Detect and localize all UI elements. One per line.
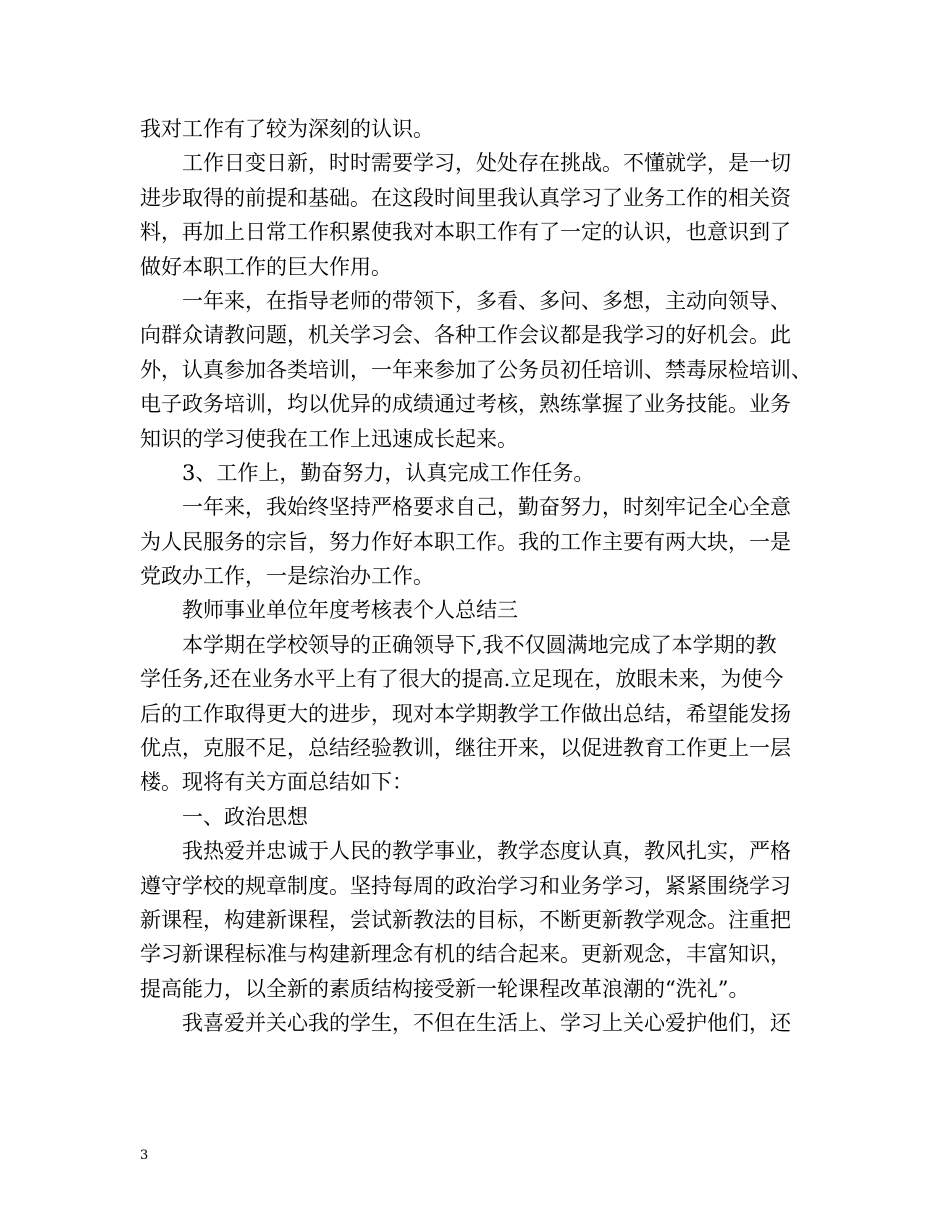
page-number: 3 — [140, 1148, 149, 1163]
text-line: 遵守学校的规章制度。坚持每周的政治学习和业务学习，紧紧围绕学习 — [140, 873, 791, 898]
text-line: 电子政务培训，均以优异的成绩通过考核，熟练掌握了业务技能。业务 — [140, 392, 791, 417]
text-line: 一年来，在指导老师的带领下，多看、多问、多想，主动向领导、 — [182, 288, 791, 313]
text-line: 向群众请教问题，机关学习会、各种工作会议都是我学习的好机会。此 — [140, 323, 791, 348]
text-line: 为人民服务的宗旨，努力作好本职工作。我的工作主要有两大块，一是 — [140, 529, 791, 554]
document-body — [140, 112, 815, 1041]
text-line: 优点，克服不足，总结经验教训，继往开来，以促进教育工作更上一层 — [140, 736, 791, 761]
text-line: 工作日变日新，时时需要学习，处处存在挑战。不懂就学，是一切 — [182, 151, 791, 176]
text-line: 一年来，我始终坚持严格要求自己，勤奋努力，时刻牢记全心全意 — [182, 495, 791, 520]
text-line: 进步取得的前提和基础。在这段时间里我认真学习了业务工作的相关资 — [140, 185, 791, 210]
text-line: 做好本职工作的巨大作用。 — [140, 254, 392, 279]
text-line: 我对工作有了较为深刻的认识。 — [140, 117, 434, 141]
text-line: 料，再加上日常工作积累使我对本职工作有了一定的认识，也意识到了 — [140, 220, 791, 245]
text-line: 一、政治思想 — [182, 804, 308, 829]
text-line: 学任务,还在业务水平上有了很大的提高.立足现在，放眼未来，为使今 — [140, 667, 784, 692]
text-line: 3、工作上，勤奋努力，认真完成工作任务。 — [182, 460, 595, 485]
text-line: 知识的学习使我在工作上迅速成长起来。 — [140, 426, 518, 451]
text-line: 我喜爱并关心我的学生，不但在生活上、学习上关心爱护他们，还 — [182, 1011, 791, 1036]
text-line: 后的工作取得更大的进步，现对本学期教学工作做出总结，希望能发扬 — [140, 701, 791, 726]
text-line: 我热爱并忠诚于人民的教学事业，教学态度认真，教风扎实，严格 — [182, 839, 791, 864]
text-line: 新课程，构建新课程，尝试新教法的目标，不断更新教学观念。注重把 — [140, 907, 791, 932]
text-line: 学习新课程标准与构建新理念有机的结合起来。更新观念，丰富知识， — [140, 942, 791, 967]
text-line: 外，认真参加各类培训，一年来参加了公务员初任培训、禁毒尿检培训、 — [140, 357, 812, 382]
text-line: 本学期在学校领导的正确领导下,我不仅圆满地完成了本学期的教 — [182, 632, 777, 657]
text-line: 教师事业单位年度考核表个人总结三 — [182, 598, 518, 623]
text-line: 提高能力，以全新的素质结构接受新一轮课程改革浪潮的“洗礼”。 — [140, 976, 750, 1001]
text-line: 党政办工作，一是综治办工作。 — [140, 564, 434, 589]
text-line: 楼。现将有关方面总结如下： — [140, 770, 413, 795]
